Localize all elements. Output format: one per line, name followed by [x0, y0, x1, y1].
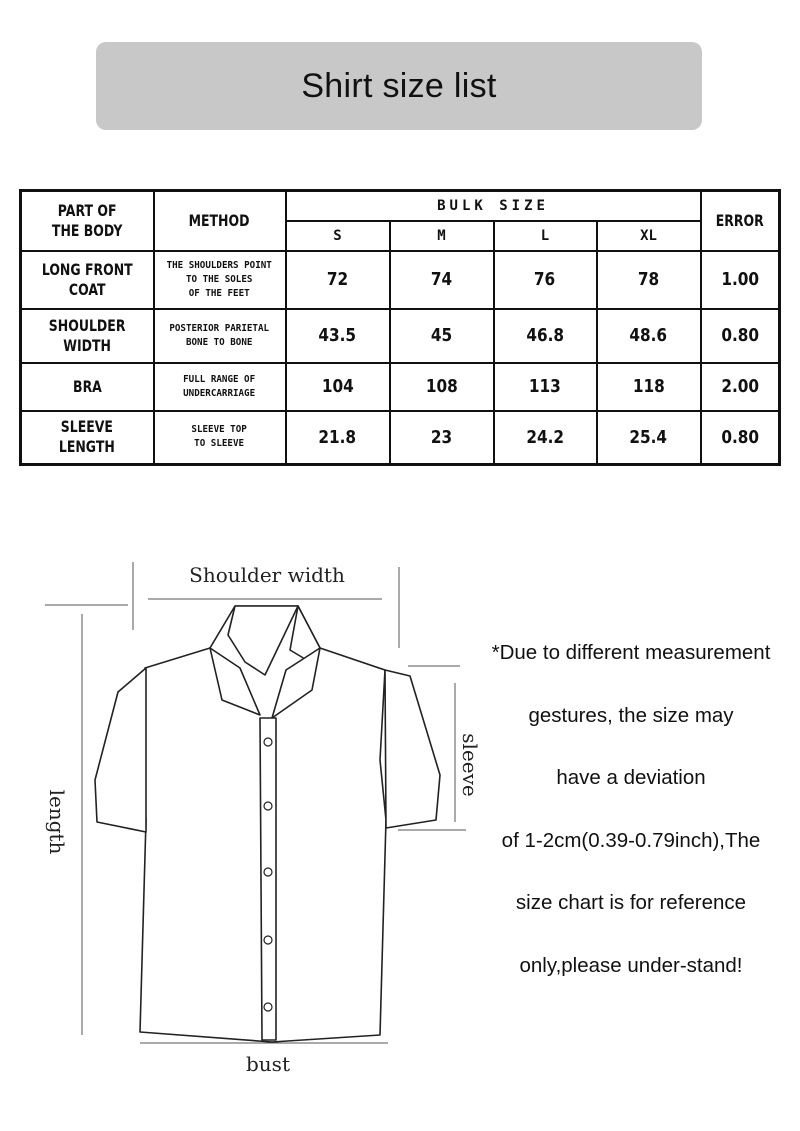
size-label: L — [540, 227, 550, 244]
row-method — [154, 363, 286, 411]
header-method: METHOD — [189, 210, 250, 230]
note-line: of 1-2cm(0.39-0.79inch),The — [501, 828, 761, 852]
method-label: SLEEVE TOP TO SLEEVE — [191, 424, 248, 450]
value: 104 — [321, 376, 354, 397]
value-cell — [597, 411, 701, 465]
row-method — [154, 411, 286, 465]
row-method — [154, 309, 286, 363]
value: 108 — [425, 376, 458, 397]
shirt-button — [264, 936, 272, 944]
value-cell — [494, 309, 597, 363]
error-cell — [701, 309, 780, 363]
value-cell — [597, 363, 701, 411]
method-label: POSTERIOR PARIETAL BONE TO BONE — [169, 322, 270, 348]
button-placket — [260, 718, 276, 1040]
shoulder-width-label: Shoulder width — [189, 563, 345, 587]
size-table — [19, 189, 781, 466]
table-row — [21, 363, 780, 411]
header-bulk-size: BULK SIZE — [437, 197, 549, 214]
value-cell — [390, 411, 494, 465]
row-part — [21, 251, 154, 309]
value-cell — [286, 251, 390, 309]
value-cell — [494, 363, 597, 411]
shirt-button — [264, 738, 272, 746]
left-sleeve — [95, 668, 146, 832]
value: 24.2 — [526, 426, 564, 448]
value-cell — [494, 251, 597, 309]
part-label: BRA — [72, 376, 102, 396]
value-cell — [390, 309, 494, 363]
size-cell — [494, 221, 597, 251]
error-cell — [701, 363, 780, 411]
size-cell — [286, 221, 390, 251]
value-cell — [494, 411, 597, 465]
error-value: 0.80 — [720, 426, 759, 448]
method-label: THE SHOULDERS POINT TO THE SOLES OF THE FEET — [166, 259, 273, 299]
error-cell — [701, 411, 780, 465]
header-method-cell — [154, 191, 286, 251]
value: 45 — [430, 325, 453, 346]
error-value: 0.80 — [720, 325, 759, 346]
title-banner — [96, 42, 702, 130]
shirt-button — [264, 802, 272, 810]
error-cell — [701, 251, 780, 309]
value: 23 — [430, 426, 453, 448]
header-bulk-cell — [286, 191, 701, 221]
header-part-cell — [21, 191, 154, 251]
size-label: XL — [640, 227, 657, 244]
shirt-outline — [95, 606, 440, 1042]
header-part: PART OF THE BODY — [52, 200, 123, 240]
row-part — [21, 309, 154, 363]
value: 46.8 — [526, 325, 564, 346]
value-cell — [597, 309, 701, 363]
table-row — [21, 251, 780, 309]
value: 72 — [326, 269, 349, 290]
table-row — [21, 411, 780, 465]
size-label: M — [437, 227, 446, 244]
value: 74 — [430, 269, 453, 290]
value-cell — [390, 251, 494, 309]
value: 48.6 — [629, 325, 668, 346]
note-line: gestures, the size may — [528, 703, 734, 727]
note-line: have a deviation — [556, 766, 706, 790]
error-value: 1.00 — [720, 269, 759, 290]
note-line: only,please under-stand! — [519, 953, 743, 977]
part-label: SLEEVE LENGTH — [59, 417, 116, 457]
value-cell — [390, 363, 494, 411]
table-row — [21, 309, 780, 363]
value: 118 — [632, 376, 665, 397]
row-part — [21, 363, 154, 411]
part-label: SHOULDER WIDTH — [48, 315, 126, 355]
method-label: FULL RANGE OF UNDERCARRIAGE — [183, 373, 256, 399]
value: 78 — [637, 269, 660, 290]
value: 43.5 — [318, 325, 357, 346]
error-value: 2.00 — [720, 376, 759, 397]
bust-label: bust — [246, 1052, 290, 1076]
row-part — [21, 411, 154, 465]
size-cell — [390, 221, 494, 251]
value-cell — [597, 251, 701, 309]
note-line: *Due to different measurement — [491, 641, 771, 664]
measurement-note — [462, 633, 800, 1009]
value-cell — [286, 363, 390, 411]
shirt-button — [264, 1003, 272, 1011]
value-cell — [286, 309, 390, 363]
table-header-row — [21, 191, 780, 221]
note-line: size chart is for reference — [515, 891, 747, 915]
value: 25.4 — [629, 426, 668, 448]
value: 113 — [529, 376, 561, 397]
header-error-cell — [701, 191, 780, 251]
right-sleeve — [385, 670, 440, 828]
part-label: LONG FRONT COAT — [41, 259, 133, 299]
value-cell — [286, 411, 390, 465]
value: 76 — [534, 269, 556, 290]
size-label: S — [333, 227, 342, 244]
row-method — [154, 251, 286, 309]
shirt-button — [264, 868, 272, 876]
sleeve-label: sleeve — [458, 733, 482, 797]
value: 21.8 — [318, 426, 357, 448]
size-cell — [597, 221, 701, 251]
length-label: length — [45, 789, 69, 855]
header-error: ERROR — [715, 210, 764, 230]
page-title: Shirt size list — [301, 66, 497, 105]
